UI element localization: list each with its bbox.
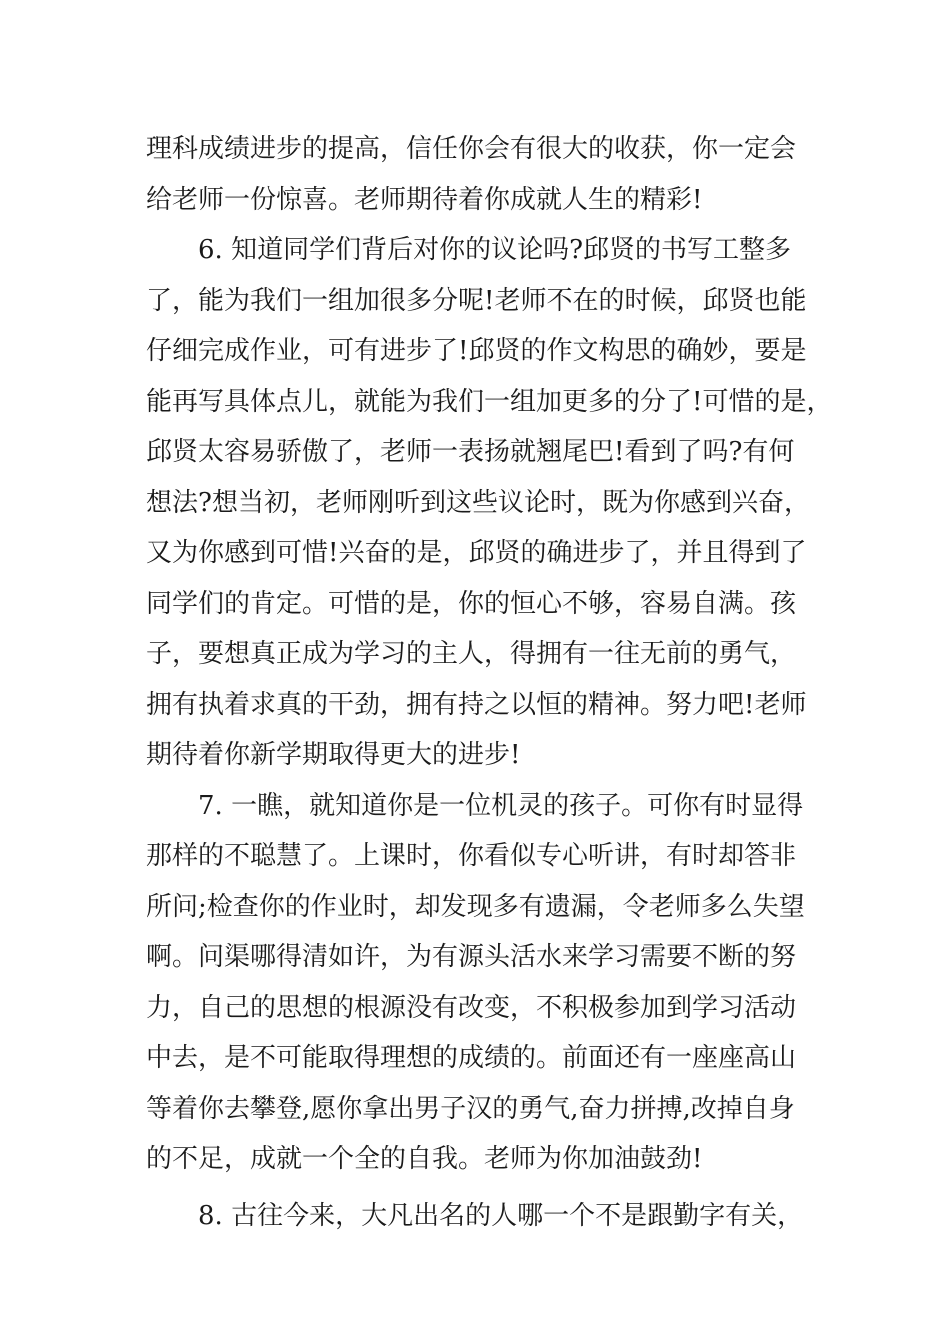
text-line: 子，要想真正成为学习的主人，得拥有一往无前的勇气，	[146, 639, 797, 669]
text-line: 期待着你新学期取得更大的进步!	[146, 740, 521, 770]
text-line: 仔细完成作业，可有进步了!邱贤的作文构思的确妙，要是	[146, 336, 807, 366]
text-line: 拥有执着求真的干劲，拥有持之以恒的精神。努力吧!老师	[146, 689, 807, 720]
paragraph-start-8: 8. 古往今来，大凡出名的人哪一个不是跟勤字有关，	[198, 1200, 804, 1231]
text-line: 那样的不聪慧了。上课时，你看似专心听讲，有时却答非	[146, 841, 797, 871]
text-line: 了，能为我们一组加很多分呢!老师不在的时候，邱贤也能	[146, 285, 807, 316]
text-line: 啊。问渠哪得清如许，为有源头活水来学习需要不断的努	[146, 942, 797, 972]
text-line: 给老师一份惊喜。老师期待着你成就人生的精彩!	[146, 184, 703, 215]
text-line: 又为你感到可惜!兴奋的是，邱贤的确进步了，并且得到了	[146, 538, 807, 568]
text-line: 能再写具体点儿，就能为我们一组加更多的分了!可惜的是，	[146, 386, 833, 417]
text-line: 等着你去攀登,愿你拿出男子汉的勇气,奋力拼搏,改掉自身	[146, 1093, 795, 1124]
text-line: 所问;检查你的作业时，却发现多有遗漏，令老师多么失望	[146, 891, 805, 922]
text-line: 中去，是不可能取得理想的成绩的。前面还有一座座高山	[146, 1043, 797, 1073]
text-line: 同学们的肯定。可惜的是，你的恒心不够，容易自满。孩	[146, 588, 797, 619]
text-line: 的不足，成就一个全的自我。老师为你加油鼓劲!	[146, 1144, 703, 1174]
document-body	[146, 124, 833, 1241]
paragraph-start-6: 6. 知道同学们背后对你的议论吗?邱贤的书写工整多	[198, 235, 792, 265]
text-line: 邱贤太容易骄傲了，老师一表扬就翘尾巴!看到了吗?有何	[146, 437, 795, 467]
text-line: 力，自己的思想的根源没有改变，不积极参加到学习活动	[146, 992, 797, 1023]
text-line: 理科成绩进步的提高，信任你会有很大的收获，你一定会	[146, 134, 797, 164]
paragraph-start-7: 7. 一瞧，就知道你是一位机灵的孩子。可你有时显得	[198, 790, 804, 821]
text-line: 想法?想当初，老师刚听到这些议论时，既为你感到兴奋，	[146, 487, 810, 518]
